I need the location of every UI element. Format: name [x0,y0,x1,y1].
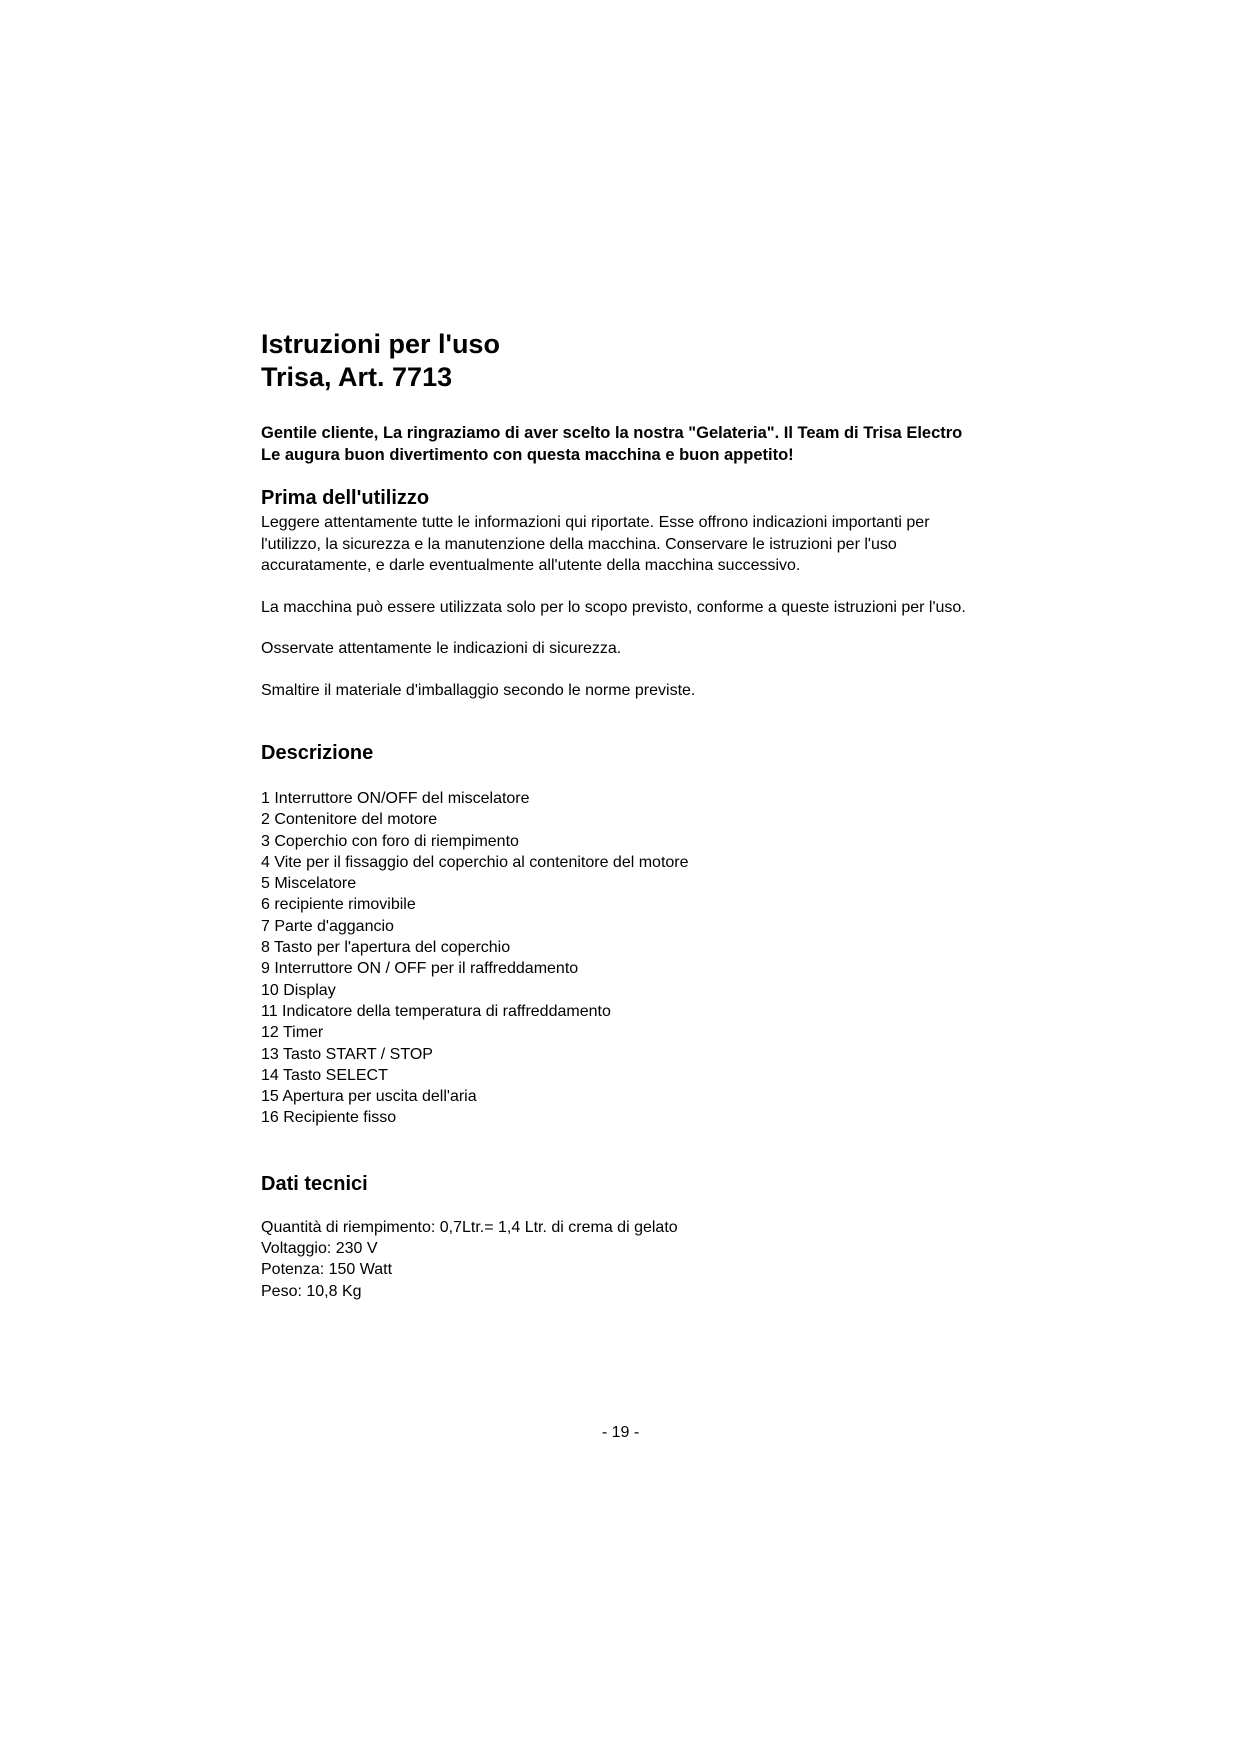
list-item: 7 Parte d'aggancio [261,917,394,935]
list-item: 12 Timer [261,1024,324,1042]
document-title [261,328,981,394]
title-line-1: Istruzioni per l'uso [261,329,500,359]
title-line-2: Trisa, Art. 7713 [261,362,453,392]
intro-paragraph: Gentile cliente, La ringraziamo di aver scelto la nostra "Gelateria". Il Team di Trisa Electro Le augura buon divertimento con questa macchina e buon appetito! [261,424,963,464]
list-item: 9 Interruttore ON / OFF per il raffreddamento [261,960,579,978]
list-item: 8 Tasto per l'apertura del coperchio [261,939,511,957]
technical-specs [261,1217,981,1302]
list-item: 16 Recipiente fisso [261,1109,397,1127]
list-item: 15 Apertura per uscita dell'aria [261,1088,477,1106]
list-item: 11 Indicatore della temperatura di raffreddamento [261,1002,611,1020]
page-number: - 19 - [601,1424,640,1441]
list-item: 2 Contenitore del motore [261,811,438,829]
list-item: 1 Interruttore ON/OFF del miscelatore [261,790,530,807]
spec-voltage: Voltaggio: 230 V [261,1240,378,1258]
list-item: 3 Coperchio con foro di riempimento [261,832,519,850]
section-heading-descrizione: Descrizione [261,742,374,764]
prima-paragraph-4: Smaltire il materiale d'imballaggio secondo le norme previste. [261,681,696,699]
parts-list [261,788,981,1129]
prima-paragraph-3: Osservate attentamente le indicazioni di sicurezza. [261,640,622,657]
spec-capacity: Quantità di riempimento: 0,7Ltr.= 1,4 Ltr. di crema di gelato [261,1218,678,1236]
section-heading-dati-tecnici: Dati tecnici [261,1172,368,1195]
prima-paragraph-1: Leggere attentamente tutte le informazioni qui riportate. Esse offrono indicazioni importanti per l'utilizzo, la sicurezza e la manutenzione della macchina. Conservare le istruzioni per l'uso accuratamente, e darle eventualmente all'utente della macchina successivo. [261,514,930,574]
list-item: 13 Tasto START / STOP [261,1045,433,1063]
page-content [261,328,981,1302]
spec-weight: Peso: 10,8 Kg [261,1282,362,1300]
prima-paragraph-2: La macchina può essere utilizzata solo per lo scopo previsto, conforme a queste istruzioni per l'uso. [261,598,966,616]
section-heading-prima: Prima dell'utilizzo [261,487,430,509]
list-item: 14 Tasto SELECT [261,1066,388,1084]
list-item: 4 Vite per il fissaggio del coperchio al contenitore del motore [261,853,689,871]
list-item: 6 recipiente rimovibile [261,896,416,914]
list-item: 5 Miscelatore [261,875,357,893]
spec-power: Potenza: 150 Watt [261,1261,393,1279]
list-item: 10 Display [261,981,336,999]
